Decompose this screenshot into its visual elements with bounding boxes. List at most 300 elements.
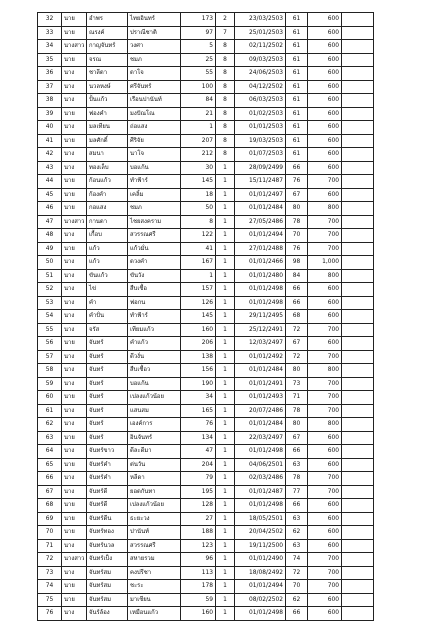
cell-last-name: ฟอกน [128,296,181,310]
cell-allowance: 600 [308,337,342,351]
cell-empty [342,364,374,378]
cell-age: 80 [286,364,308,378]
cell-birth-date: 23/03/2503 [235,13,286,27]
cell-birth-date: 01/07/2503 [235,148,286,162]
cell-village: 1 [216,539,235,553]
cell-row-number: 56 [38,337,62,351]
cell-birth-date: 25/01/2503 [235,26,286,40]
cell-empty [342,485,374,499]
cell-row-number: 38 [38,94,62,108]
cell-last-name: สืบเชื้อว [128,364,181,378]
cell-last-name: ถ่อแสง [128,121,181,135]
cell-village: 1 [216,161,235,175]
cell-allowance: 600 [308,67,342,81]
cell-title: นาง [62,377,87,391]
table-row [38,269,374,283]
cell-allowance: 600 [308,148,342,162]
cell-birth-date: 20/07/2486 [235,404,286,418]
cell-village: 8 [216,53,235,67]
table-row [38,364,374,378]
cell-allowance: 600 [308,458,342,472]
cell-empty [342,296,374,310]
cell-allowance: 700 [308,229,342,243]
cell-house-number: 8 [181,215,216,229]
cell-title: นาง [62,229,87,243]
cell-first-name: มลศักดิ์ [87,134,128,148]
cell-last-name: เหมือนแก้ว [128,607,181,621]
cell-title: นาง [62,310,87,324]
cell-allowance: 600 [308,296,342,310]
table-row [38,445,374,459]
cell-title: นาง [62,364,87,378]
cell-last-name: ยอดกันทา [128,485,181,499]
table-row [38,350,374,364]
cell-row-number: 75 [38,593,62,607]
cell-last-name: แก้วมั่น [128,242,181,256]
cell-age: 61 [286,80,308,94]
cell-title: นาย [62,188,87,202]
cell-village: 1 [216,391,235,405]
cell-house-number: 50 [181,202,216,216]
cell-village: 1 [216,364,235,378]
table-row [38,188,374,202]
cell-last-name: มงปัณโณ [128,107,181,121]
cell-birth-date: 01/01/2494 [235,229,286,243]
cell-title: นางสาว [62,215,87,229]
cell-allowance: 600 [308,539,342,553]
cell-title: นาย [62,526,87,540]
cell-empty [342,269,374,283]
cell-row-number: 45 [38,188,62,202]
cell-age: 63 [286,539,308,553]
cell-house-number: 1 [181,121,216,135]
cell-title: นาย [62,580,87,594]
cell-house-number: 55 [181,67,216,81]
table-row [38,107,374,121]
cell-title: นาง [62,161,87,175]
cell-title: นาง [62,485,87,499]
cell-first-name: แก้ว [87,242,128,256]
cell-first-name: จันทร์ [87,364,128,378]
table-row [38,499,374,513]
cell-first-name: จันทร์ดี [87,499,128,513]
cell-house-number: 173 [181,13,216,27]
cell-house-number: 138 [181,350,216,364]
cell-age: 63 [286,512,308,526]
cell-birth-date: 18/08/2492 [235,566,286,580]
cell-birth-date: 02/11/2502 [235,40,286,54]
cell-village: 7 [216,26,235,40]
cell-last-name: เคลิ้ม [128,188,181,202]
cell-village: 8 [216,80,235,94]
cell-first-name: จันทร์คำ [87,458,128,472]
cell-house-number: 59 [181,593,216,607]
cell-house-number: 134 [181,431,216,445]
cell-first-name: จันทร์สม [87,593,128,607]
cell-first-name: จันทร์เป็ง [87,553,128,567]
cell-empty [342,229,374,243]
cell-birth-date: 12/03/2497 [235,337,286,351]
cell-birth-date: 29/11/2495 [235,310,286,324]
table-row [38,296,374,310]
cell-row-number: 74 [38,580,62,594]
cell-empty [342,350,374,364]
cell-allowance: 600 [308,13,342,27]
cell-first-name: จันทร์ [87,431,128,445]
cell-last-name: ไทยอินทร์ [128,13,181,27]
cell-empty [342,512,374,526]
table-row [38,13,374,27]
cell-title: นาง [62,283,87,297]
cell-age: 80 [286,418,308,432]
cell-birth-date: 01/01/2497 [235,188,286,202]
cell-row-number: 69 [38,512,62,526]
cell-first-name: ก้อนแก้ว [87,175,128,189]
cell-empty [342,202,374,216]
cell-empty [342,13,374,27]
cell-village: 1 [216,512,235,526]
cell-village: 8 [216,134,235,148]
cell-village: 1 [216,242,235,256]
table-row [38,485,374,499]
cell-allowance: 600 [308,121,342,135]
cell-last-name: ทำฟ้าร์ [128,310,181,324]
cell-empty [342,121,374,135]
cell-title: นางสาว [62,553,87,567]
cell-birth-date: 01/02/2503 [235,107,286,121]
cell-first-name: ปั้นแก้ว [87,94,128,108]
cell-house-number: 84 [181,94,216,108]
cell-row-number: 42 [38,148,62,162]
cell-house-number: 18 [181,188,216,202]
cell-empty [342,431,374,445]
cell-age: 62 [286,526,308,540]
cell-row-number: 72 [38,553,62,567]
cell-allowance: 600 [308,499,342,513]
cell-age: 76 [286,175,308,189]
cell-title: นาง [62,148,87,162]
cell-allowance: 1,000 [308,256,342,270]
cell-first-name: มลเทียน [87,121,128,135]
cell-age: 76 [286,242,308,256]
cell-last-name: สหายรวม [128,553,181,567]
cell-first-name: จันทร์สม [87,566,128,580]
cell-allowance: 700 [308,175,342,189]
table-row [38,566,374,580]
cell-first-name: อำพร [87,13,128,27]
cell-empty [342,539,374,553]
cell-birth-date: 01/01/2487 [235,485,286,499]
cell-age: 66 [286,607,308,621]
cell-row-number: 36 [38,67,62,81]
cell-village: 1 [216,202,235,216]
cell-age: 61 [286,26,308,40]
cell-allowance: 600 [308,53,342,67]
cell-house-number: 165 [181,404,216,418]
cell-empty [342,391,374,405]
cell-house-number: 157 [181,283,216,297]
cell-title: นาง [62,121,87,135]
table-row [38,607,374,621]
cell-house-number: 123 [181,539,216,553]
cell-allowance: 700 [308,404,342,418]
cell-age: 78 [286,472,308,486]
cell-empty [342,215,374,229]
cell-house-number: 126 [181,296,216,310]
cell-birth-date: 01/01/2492 [235,350,286,364]
cell-birth-date: 24/06/2503 [235,67,286,81]
cell-house-number: 204 [181,458,216,472]
cell-house-number: 195 [181,485,216,499]
cell-first-name: จันทร์ [87,391,128,405]
table-row [38,80,374,94]
table-row [38,40,374,54]
table-row [38,310,374,324]
cell-title: นาง [62,472,87,486]
cell-last-name: ไชยสงคราม [128,215,181,229]
cell-last-name: มาเชียน [128,593,181,607]
cell-title: นาง [62,256,87,270]
cell-birth-date: 28/09/2499 [235,161,286,175]
cell-empty [342,107,374,121]
cell-last-name: เรือนปานันท์ [128,94,181,108]
cell-empty [342,175,374,189]
cell-village: 1 [216,229,235,243]
cell-empty [342,526,374,540]
cell-house-number: 5 [181,40,216,54]
cell-first-name: ไข่ [87,283,128,297]
table-row [38,553,374,567]
cell-birth-date: 01/01/2484 [235,418,286,432]
cell-house-number: 156 [181,364,216,378]
cell-village: 8 [216,94,235,108]
cell-allowance: 700 [308,391,342,405]
cell-row-number: 64 [38,445,62,459]
table-row [38,161,374,175]
table-row [38,53,374,67]
cell-age: 66 [286,296,308,310]
cell-village: 1 [216,337,235,351]
cell-title: นาง [62,418,87,432]
cell-village: 1 [216,256,235,270]
cell-allowance: 800 [308,364,342,378]
cell-last-name: บอแก้น [128,161,181,175]
cell-birth-date: 27/05/2486 [235,215,286,229]
cell-first-name: สมนา [87,148,128,162]
cell-age: 72 [286,350,308,364]
cell-village: 1 [216,404,235,418]
cell-title: นาง [62,350,87,364]
cell-title: นาย [62,134,87,148]
cell-birth-date: 01/01/2493 [235,391,286,405]
cell-allowance: 700 [308,580,342,594]
table-row [38,404,374,418]
cell-title: นาง [62,404,87,418]
cell-village: 8 [216,107,235,121]
cell-house-number: 100 [181,80,216,94]
cell-empty [342,256,374,270]
cell-row-number: 54 [38,310,62,324]
cell-empty [342,323,374,337]
cell-empty [342,53,374,67]
cell-first-name: เกื้อบ [87,229,128,243]
cell-birth-date: 01/01/2498 [235,283,286,297]
cell-house-number: 97 [181,26,216,40]
cell-last-name: ศีริจัย [128,134,181,148]
cell-house-number: 128 [181,499,216,513]
table-row [38,526,374,540]
cell-age: 61 [286,148,308,162]
cell-birth-date: 01/01/2480 [235,269,286,283]
cell-title: นาย [62,431,87,445]
cell-first-name: จันทร์ [87,350,128,364]
cell-first-name: จันทร์ [87,337,128,351]
cell-birth-date: 01/01/2503 [235,121,286,135]
cell-village: 1 [216,431,235,445]
cell-first-name: คำปั่น [87,310,128,324]
cell-allowance: 600 [308,134,342,148]
cell-empty [342,499,374,513]
cell-title: นาย [62,53,87,67]
cell-first-name: จันทร์ทอง [87,526,128,540]
cell-title: นาย [62,13,87,27]
cell-house-number: 207 [181,134,216,148]
cell-first-name: ฟองคำ [87,107,128,121]
cell-age: 66 [286,161,308,175]
table-row [38,242,374,256]
cell-birth-date: 01/01/2498 [235,607,286,621]
cell-village: 1 [216,566,235,580]
cell-age: 61 [286,67,308,81]
cell-last-name: เองค์การ [128,418,181,432]
cell-row-number: 73 [38,566,62,580]
cell-row-number: 76 [38,607,62,621]
cell-village: 1 [216,310,235,324]
cell-last-name: วงศา [128,40,181,54]
cell-house-number: 41 [181,242,216,256]
cell-age: 72 [286,566,308,580]
cell-row-number: 33 [38,26,62,40]
cell-title: นาง [62,566,87,580]
cell-empty [342,404,374,418]
cell-last-name: สืบเชื้อ [128,283,181,297]
cell-house-number: 47 [181,445,216,459]
cell-empty [342,283,374,297]
cell-row-number: 61 [38,404,62,418]
cell-birth-date: 09/03/2503 [235,53,286,67]
cell-last-name: เทียมแก้ว [128,323,181,337]
cell-row-number: 67 [38,485,62,499]
cell-empty [342,242,374,256]
cell-first-name: จันทร์นวล [87,539,128,553]
cell-row-number: 52 [38,283,62,297]
cell-title: นาย [62,458,87,472]
cell-last-name: คำแก้ว [128,337,181,351]
table-row [38,418,374,432]
cell-birth-date: 27/01/2488 [235,242,286,256]
cell-first-name: ชาลีดา [87,67,128,81]
cell-age: 74 [286,553,308,567]
cell-last-name: ชมภ [128,202,181,216]
cell-birth-date: 01/01/2491 [235,377,286,391]
cell-first-name: จันทร์สม [87,580,128,594]
cell-allowance: 600 [308,80,342,94]
cell-first-name: ณรงค์ [87,26,128,40]
cell-allowance: 600 [308,107,342,121]
cell-village: 2 [216,13,235,27]
cell-first-name: แก้ว [87,256,128,270]
cell-last-name: เปลงแก้วน้อย [128,499,181,513]
cell-last-name: นาโจ [128,148,181,162]
cell-age: 73 [286,377,308,391]
cell-allowance: 600 [308,283,342,297]
cell-village: 1 [216,445,235,459]
cell-birth-date: 02/03/2486 [235,472,286,486]
cell-row-number: 62 [38,418,62,432]
cell-age: 71 [286,391,308,405]
cell-row-number: 43 [38,161,62,175]
cell-row-number: 70 [38,526,62,540]
cell-birth-date: 08/02/2502 [235,593,286,607]
cell-allowance: 800 [308,269,342,283]
cell-last-name: อินจันทร์ [128,431,181,445]
cell-allowance: 600 [308,40,342,54]
cell-village: 1 [216,418,235,432]
cell-empty [342,188,374,202]
cell-title: นาง [62,94,87,108]
table-row [38,148,374,162]
cell-birth-date: 04/06/2501 [235,458,286,472]
cell-empty [342,40,374,54]
cell-row-number: 63 [38,431,62,445]
cell-age: 61 [286,40,308,54]
table-row [38,256,374,270]
cell-title: นาย [62,26,87,40]
cell-birth-date: 01/01/2466 [235,256,286,270]
cell-first-name: จรณ [87,53,128,67]
cell-empty [342,458,374,472]
cell-row-number: 58 [38,364,62,378]
cell-allowance: 700 [308,242,342,256]
cell-allowance: 700 [308,472,342,486]
cell-title: นาง [62,607,87,621]
cell-first-name: ทองเล็บ [87,161,128,175]
cell-village: 1 [216,499,235,513]
cell-birth-date: 18/05/2501 [235,512,286,526]
cell-birth-date: 01/01/2484 [235,364,286,378]
cell-first-name: จันทร์ [87,404,128,418]
cell-house-number: 113 [181,566,216,580]
table-row [38,283,374,297]
table-row [38,121,374,135]
cell-allowance: 600 [308,26,342,40]
cell-age: 61 [286,53,308,67]
cell-age: 67 [286,337,308,351]
cell-title: นาย [62,337,87,351]
cell-title: นาง [62,296,87,310]
cell-house-number: 206 [181,337,216,351]
cell-age: 61 [286,94,308,108]
cell-allowance: 600 [308,94,342,108]
cell-row-number: 55 [38,323,62,337]
cell-first-name: นวลหงษ์ [87,80,128,94]
cell-village: 8 [216,121,235,135]
cell-title: นาง [62,539,87,553]
cell-row-number: 49 [38,242,62,256]
cell-row-number: 37 [38,80,62,94]
cell-village: 8 [216,40,235,54]
cell-village: 1 [216,188,235,202]
